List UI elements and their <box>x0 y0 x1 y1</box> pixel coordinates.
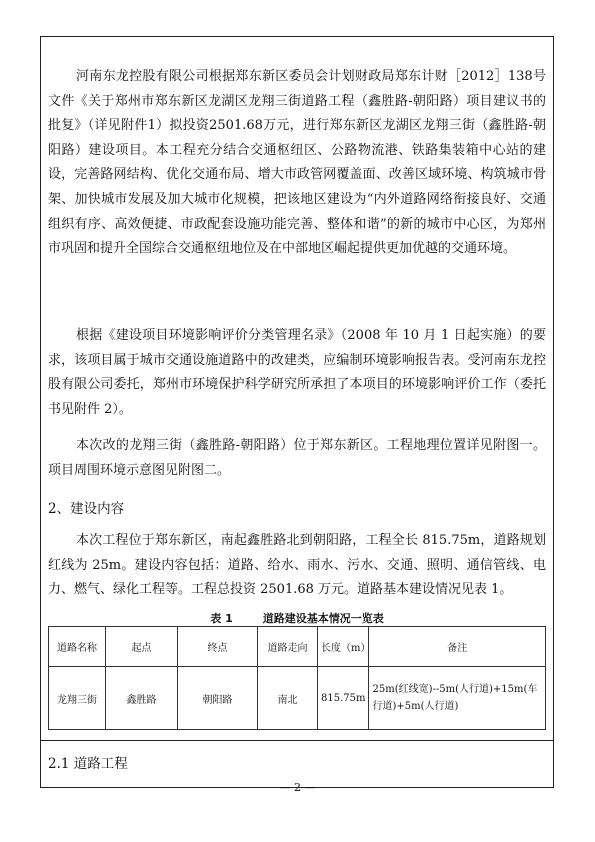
cell-direction: 南北 <box>258 667 318 730</box>
location-paragraph: 本次改的龙翔三街（鑫胜路-朝阳路）位于郑东新区。工程地理位置详见附图一。项目周围环境示意图见附图二。 <box>48 438 546 478</box>
header-length: 长度（m） <box>318 627 369 667</box>
cell-remarks: 25m(红线宽)--5m(人行道)+15m(车行道)+5m(人行道) <box>369 667 546 730</box>
cell-start: 鑫胜路 <box>106 667 178 730</box>
header-direction: 道路走向 <box>258 627 318 667</box>
construction-paragraph: 本次工程位于郑东新区，南起鑫胜路北到朝阳路，工程全长 815.75m，道路规划红线为 25m。建设内容包括：道路、给水、雨水、污水、交通、照明、通信管线、电力、燃气、绿化工程等。工程总投资 2501.68 万元。道路基本建设情况见表 1。 <box>48 533 546 598</box>
table-row <box>49 667 546 730</box>
table-caption <box>48 610 546 626</box>
intro-paragraph: 河南东龙控股有限公司根据郑东新区委员会计划财政局郑东计财［2012］138号文件《关于郑州市郑东新区龙湖区龙翔三街道路工程（鑫胜路-朝阳路）项目建议书的批复》（详见附件1）拟投资2501.68万元，进行郑东新区龙湖区龙翔三街（鑫胜路-朝阳路）建设项目。本工程充分结合交通枢纽区、公路物流港、铁路集装箱中心站的建设，完善路网结构、优化交通布局、增大市政管网覆盖面、改善区域环境、构筑城市骨架、加快城市发展及加大城市化规模，把该地区建设为“内外道路网络衔接良好、交通组织有序、高效便捷、市政配套设施功能完善、整体和谐”的新的城市中心区，为郑州市巩固和提升全国综合交通枢纽地位及在中部地区崛起提供更加优越的交通环境。 <box>48 69 546 257</box>
cell-end: 朝阳路 <box>178 667 258 730</box>
road-info-table <box>48 626 546 730</box>
table-caption-title: 道路建设基本情况一览表 <box>262 612 384 625</box>
classification-paragraph: 根据《建设项目环境影响评价分类管理名录》（2008 年 10 月 1 日起实施）的要求，该项目属于城市交通设施道路中的改建类，应编制环境影响报告表。受河南东龙控股有限公司委托，郑州市环境保护科学研究所承担了本项目的环境影响评价工作（委托书见附件 2）。 <box>48 328 546 417</box>
section-divider <box>40 740 554 741</box>
header-end: 终点 <box>178 627 258 667</box>
table-caption-number: 表 1 <box>210 612 233 625</box>
subsection-heading-road: 2.1 道路工程 <box>48 756 128 772</box>
table-header-row <box>49 627 546 667</box>
header-road-name: 道路名称 <box>49 627 106 667</box>
section-heading-construction: 2、建设内容 <box>48 501 125 517</box>
header-start: 起点 <box>106 627 178 667</box>
cell-road-name: 龙翔三街 <box>49 667 106 730</box>
page-number: — 2 — <box>279 781 316 794</box>
header-remarks: 备注 <box>369 627 546 667</box>
cell-length: 815.75m <box>318 667 369 730</box>
